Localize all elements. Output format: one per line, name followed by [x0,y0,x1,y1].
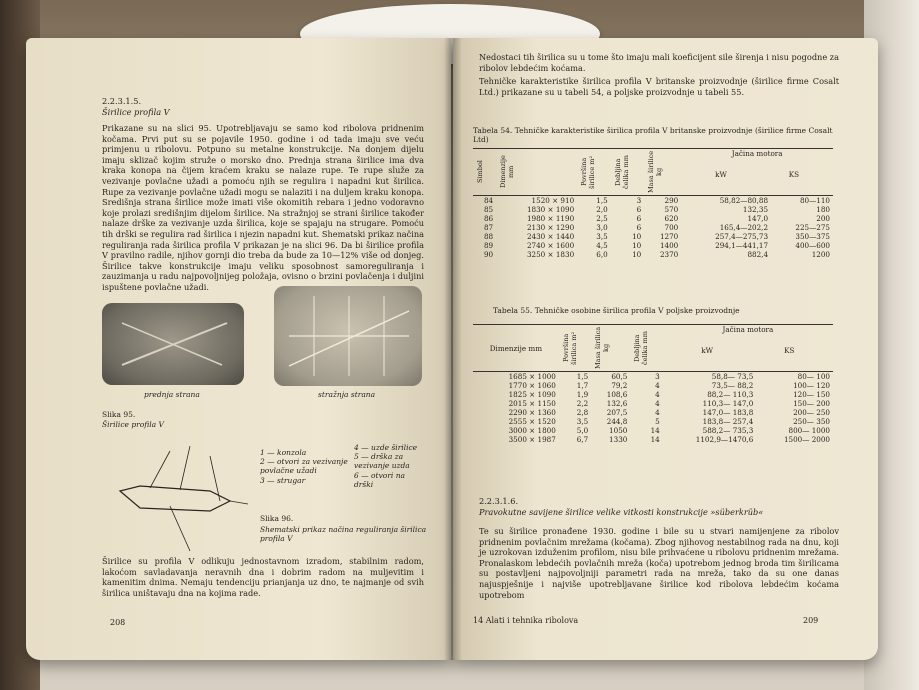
table-cell: 183,8— 257,4 [702,417,754,426]
table-cell: 6 [636,223,642,232]
photo-label-front: prednja strana [144,390,200,399]
table-cell: 225—275 [795,223,830,232]
table-row [473,205,833,214]
bottom-text: Širilice su profila V odlikuju jednostavnom izradom, stabilnim radom, lakoćom savladavanja neravnih dna i dobrim radom na muljevitim i kamenitim dnima. Nemaju tendenciju prianjanja uz dno, te najmanje od svih širilica uništavaju dna na kojima rade. [102,556,424,598]
table-cell: 6 [636,205,642,214]
right-page [453,38,878,660]
table-cell: 570 [664,205,679,214]
book-gutter [444,38,462,660]
table-cell: 58,8— 73,5 [711,372,754,381]
table-cell: 6 [636,214,642,223]
table-cell: 5 [655,417,660,426]
table-cell: 294,1—441,17 [715,241,769,250]
legend-item: 4 — uzde širilice [354,443,418,452]
table-body [473,372,833,445]
table-cell: 2,2 [576,399,589,408]
table-cell: 1500— 2000 [783,435,830,444]
table-cell: 120— 150 [793,390,830,399]
table-cell: 2430 × 1440 [526,232,575,241]
column-header: Površina širilice m² [580,155,597,189]
table-cell: 165,4—202,2 [719,223,769,232]
table-cell: 100— 120 [793,381,830,390]
table-cell: 80— 100 [797,372,830,381]
table-cell: 14 [650,426,660,435]
table-cell: 6,0 [596,250,608,259]
photo-back-side [274,286,422,386]
photo-label-back: stražnja strana [318,390,376,399]
table-cell: 400—600 [795,241,830,250]
column-header: Jačina motora [722,325,774,334]
table-cell: 10 [632,241,642,250]
table-cell: 250— 350 [793,417,830,426]
intro-paragraph-2: Tehničke karakteristike širilica profila V britanske proizvodnje (širilice firme Cosalt Ltd.) prikazane su u tabeli 54, a poljske proizvodnje u tabeli 55. [479,76,839,97]
column-header: kW [715,170,727,179]
fig96-caption: Shematski prikaz načina reguliranja širilica profila V [260,525,427,544]
table-55 [473,324,833,444]
section-number: 2.2.3.1.6. [479,496,519,506]
table-cell: 1,7 [576,381,589,390]
table-cell: 1520 × 910 [531,196,575,205]
legend-col-1 [260,448,350,485]
table-cell: 3,0 [596,223,608,232]
column-header: KS [784,346,795,355]
table-cell: 1825 × 1090 [508,390,556,399]
table-cell: 90 [483,250,494,259]
column-header: Jačina motora [731,149,783,158]
table-cell: 2130 × 1290 [526,223,575,232]
table-cell: 1,5 [596,196,608,205]
table-cell: 132,35 [742,205,769,214]
column-header: kW [701,346,714,355]
table-cell: 1,9 [576,390,589,399]
table-cell: 58,82—80,88 [719,196,769,205]
table-cell: 147,0 [747,214,769,223]
table-header [473,149,833,196]
table-cell: 1102,9—1470,6 [695,435,754,444]
photo-front-side [102,303,244,385]
table-header [473,325,833,372]
table-cell: 5,0 [576,426,589,435]
table-cell: 1330 [609,435,628,444]
table-cell: 4 [655,399,660,408]
table54-title: Tabela 54. Tehničke karakteristike širilica profila V britanske proizvodnje (širilice firme Cosalt Ltd) [473,126,833,145]
table-cell: 800— 1000 [788,426,830,435]
fig96-label: Slika 96. [260,514,294,523]
table-body [473,196,833,260]
column-header: Masa širilice kg [647,150,664,194]
table-cell: 180 [816,205,830,214]
column-header: Površina širilica m² [561,331,578,365]
table-row [473,214,833,223]
column-header: Dimenzije mm [499,155,516,189]
table-cell: 257,4—275,73 [715,232,769,241]
table-row [473,399,833,408]
table-cell: 88,2— 110,3 [707,390,754,399]
table-cell: 132,6 [606,399,628,408]
legend-item: 3 — strugar [260,475,306,485]
legend-item: 5 — drška za vezivanje uzda [354,452,410,471]
table-cell: 10 [632,232,642,241]
table-cell: 2740 × 1600 [526,241,575,250]
table-cell: 700 [664,223,679,232]
table-row [473,417,833,426]
table-cell: 4 [655,381,660,390]
table-cell: 150— 200 [793,399,830,408]
table-cell: 4,5 [596,241,608,250]
section-number: 2.2.3.1.5. [102,96,142,106]
back-side-drawing [274,286,422,386]
table-cell: 3000 × 1800 [508,426,556,435]
table-cell: 4 [655,390,660,399]
table-row [473,196,833,206]
legend-item: 6 — otvori na drški [354,470,405,489]
table-cell: 244,8 [606,417,628,426]
table-cell: 60,5 [611,372,628,381]
table-cell: 3250 × 1830 [526,250,575,259]
legend-col-2 [354,443,426,489]
table-row [473,241,833,250]
table-row [473,435,833,444]
table-cell: 1270 [659,232,679,241]
table-cell: 1050 [609,426,628,435]
table-cell: 2,5 [596,214,608,223]
table-row [473,426,833,435]
column-header: Debljina čelika mm [613,155,630,189]
table-cell: 14 [650,435,660,444]
table-cell: 1770 × 1060 [508,381,556,390]
column-header: Masa širilica kg [594,326,611,370]
intro-paragraph-1: Nedostaci tih širilica su u tome što imaju mali koeficijent sile širenja i nisu pogodne za ribolov lebdećim koćama. [479,52,839,73]
table-cell: 3 [655,372,660,381]
table-cell: 3,5 [576,417,589,426]
table55-title: Tabela 55. Tehničke osobine širilica profila V poljske proizvodnje [493,306,740,315]
table-cell: 620 [664,214,679,223]
open-book [26,38,886,678]
table-row [473,381,833,390]
table-cell: 1400 [659,241,679,250]
page-number-right: 209 [803,616,819,625]
table-cell: 200— 250 [793,408,830,417]
column-header: Simbol [476,160,484,184]
fig95-caption: Širilice profila V [102,420,164,429]
table-cell: 200 [816,214,830,223]
table-cell: 4 [655,408,660,417]
table-cell: 207,5 [606,408,628,417]
table-cell: 2370 [659,250,679,259]
table-cell: 588,2— 735,3 [702,426,754,435]
table-row [473,250,833,259]
table-cell: 1980 × 1190 [526,214,575,223]
table-54 [473,148,833,259]
table-cell: 3 [636,196,642,205]
table-row [473,223,833,232]
table-cell: 2290 × 1360 [508,408,556,417]
page-number-left: 208 [110,618,126,627]
table-cell: 80—110 [799,196,830,205]
table-cell: 2015 × 1150 [508,399,556,408]
table-row [473,390,833,399]
table-cell: 2555 × 1520 [508,417,556,426]
table-cell: 87 [483,223,494,232]
table-cell: 290 [664,196,679,205]
left-page [26,38,451,660]
table-cell: 108,6 [606,390,628,399]
table-cell: 3500 × 1987 [508,435,556,444]
table-cell: 1200 [811,250,830,259]
column-header: KS [788,170,800,179]
table-cell: 84 [483,196,494,205]
table-cell: 73,5— 88,2 [711,381,754,390]
body-text: Prikazane su na slici 95. Upotrebljavaju se samo kod ribolova pridnenim kočama. Prvi put su se pojavile 1950. godine i od tada imaju sve veću primjenu u ribolovu. Potpuno su metalne konstrukcije. Na donjem dijelu imaju sklizač kojim struže o morsko dno. Prednja strana širilice ima dva kraka konopa na čijem kraćem kraku se nalaze rupe. Te rupe služe za vezivanje povlačne užadi a pomoću njih se regulira i napadni kut širilica. Rupe za vezivanje povlačne užadi mogu se nalaziti i na duljem kraku konopa. Središnja strana širilice može imati više okomitih rebara i jedno vodoravno koje prolazi središnjim dijelom širilice. Na stražnjoj se strani širilice također nalaze drške za vezivanje uzda širilica, koje se spajaju na strugare. Pomoću tih drški se regulira rad širilica i njezin napadni kut. Shematski prikaz načina reguliranja rada širilica profila V prikazan je na slici 96. Da bi širilice profila V pravilno radile, njihov gornji dio treba da bude za 10—12% više od donjeg. Širilice takve konstrukcije imaju veliku sposobnost samoreguliranja i zauzimanja u radu najpovoljnijeg položaja, ovisno o brzini povlačenja i duljini ispuštene povlačne užadi. [102,123,424,292]
table-cell: 6,7 [576,435,589,444]
table-cell: 2,8 [576,408,589,417]
table-row [473,408,833,417]
table-cell: 3,5 [596,232,608,241]
table-cell: 1685 × 1000 [508,372,556,381]
table-cell: 85 [483,205,494,214]
table-cell: 86 [483,214,494,223]
table-cell: 882,4 [747,250,769,259]
column-header: Debljina čelika mm [633,331,650,365]
table-cell: 350—375 [795,232,830,241]
footer-left: 14 Alati i tehnika ribolova [473,616,579,625]
body-text: Te su širilice pronađene 1930. godine i bile su u stvari namijenjene za ribolov pridnenim povlačnim mrežama (kočama). Zbog njihovog nestabilnog rada na dnu, koji je uzrokovan izduženim profilom, nisu bile prihvaćene u ribolovu pridnenim mrežama. Pronalaskom lebdećih povlačnih mreža (koča) upotrebom jednog broda tim širilicama su postavljeni najpovoljniji parametri rada na mreža, tako da su one danas najuspješnije i najviše upotrebljavane širilice kod ribolova lebdećim koćama upotrebom [479,526,839,600]
table-cell: 88 [483,232,494,241]
table-cell: 147,0— 183,8 [702,408,754,417]
table-cell: 110,3— 147,0 [702,399,754,408]
table-cell: 1830 × 1090 [526,205,575,214]
section-title: Pravokutne savijene širilice velike vitkosti konstrukcije »süberkrüb« [479,507,764,517]
table-cell: 1,5 [576,372,589,381]
fig95-label: Slika 95. [102,410,136,419]
front-side-drawing [102,303,244,385]
table-cell: 79,2 [611,381,628,390]
table-cell: 89 [483,241,494,250]
table-row [473,372,833,382]
table-row [473,232,833,241]
legend-item: 2 — otvori za vezivanje povlačne užadi [260,457,348,476]
section-title: Širilice profila V [102,107,170,117]
table-cell: 10 [632,250,642,259]
schematic-drawing [110,446,250,556]
column-header: Dimenzije mm [489,343,543,353]
table-cell: 2,0 [596,205,608,214]
legend-item: 1 — konzola [260,448,307,457]
